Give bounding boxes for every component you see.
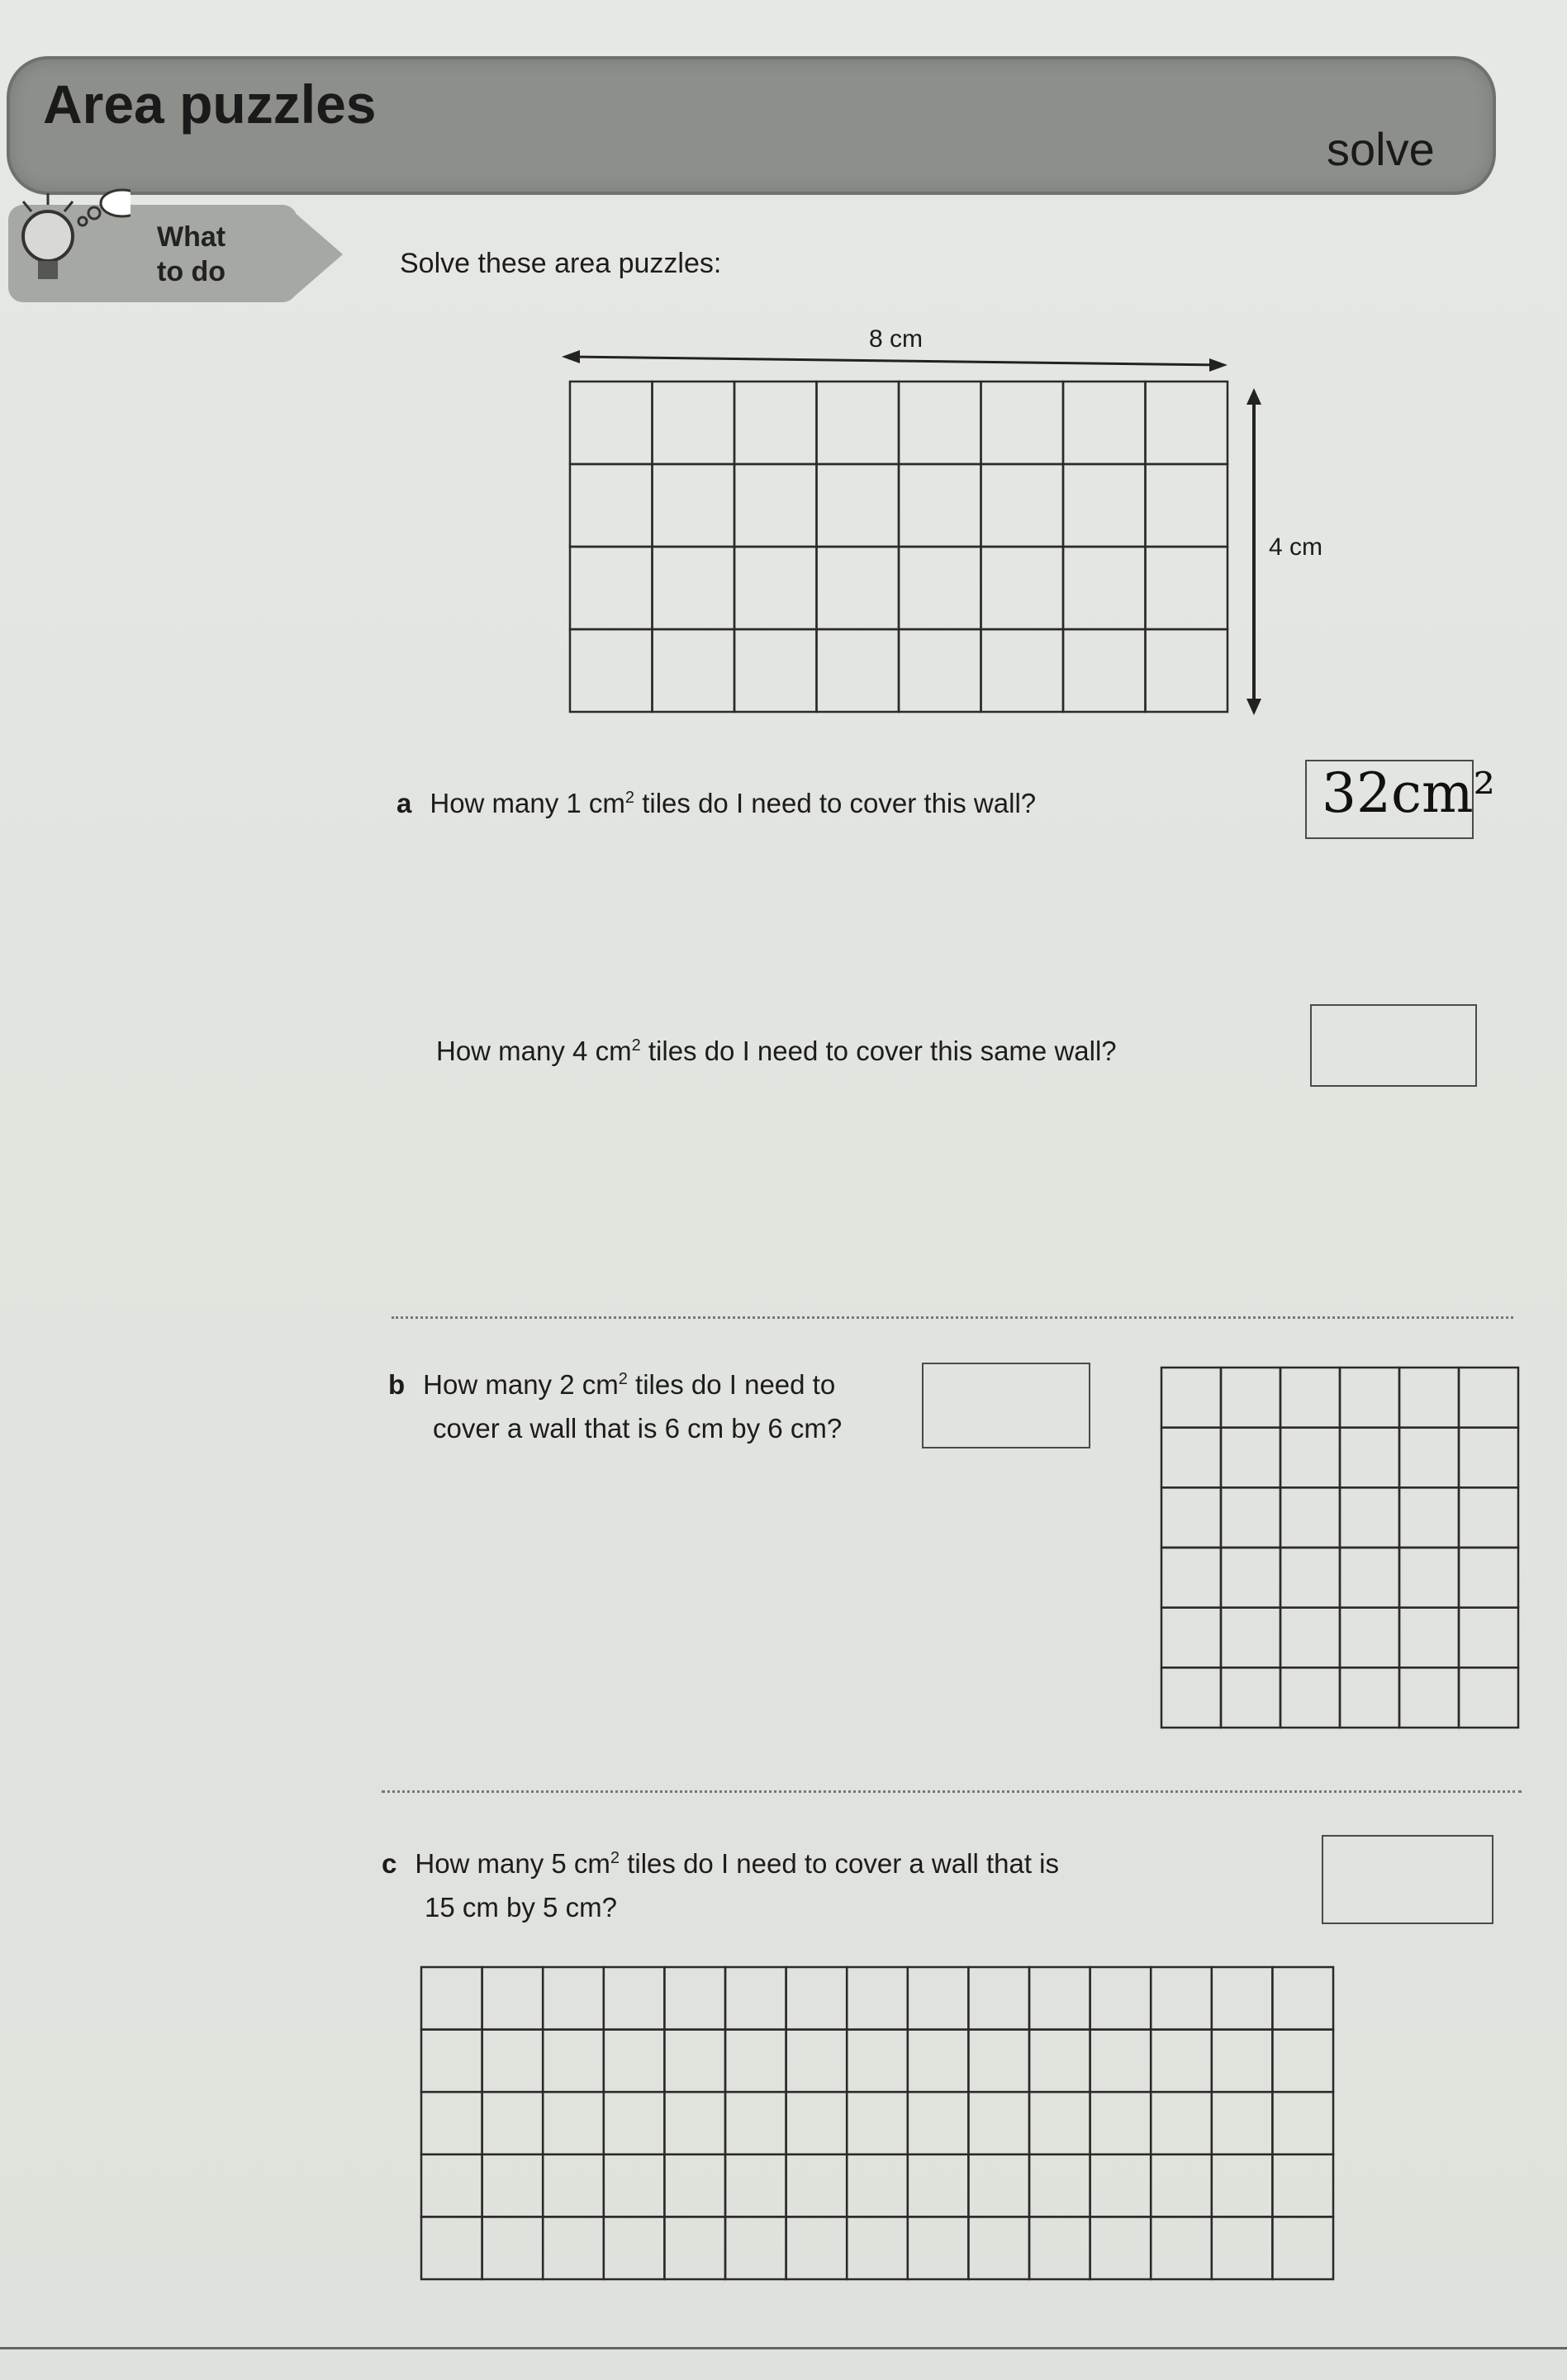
grid-tile	[653, 547, 735, 629]
height-label: 4 cm	[1269, 533, 1323, 561]
answer-box-a2[interactable]	[1310, 1004, 1477, 1087]
grid-tile	[604, 1967, 665, 2030]
instruction-text: Solve these area puzzles:	[400, 248, 722, 279]
grid-tile	[725, 2155, 786, 2217]
grid-tile	[1212, 2216, 1273, 2279]
grid-tile	[1090, 1967, 1152, 2030]
grid-tile	[1221, 1548, 1280, 1608]
grid-tile	[604, 2030, 665, 2093]
grid-tile	[786, 1967, 848, 2030]
grid-tile	[1399, 1368, 1459, 1428]
question-a-part1: a How many 1 $cm^2$ tiles do I need to cover this wall?	[396, 788, 1037, 818]
grid-tile	[1090, 2155, 1152, 2217]
grid-tile	[968, 2092, 1029, 2155]
grid-tile	[1090, 2092, 1152, 2155]
grid-tile	[1161, 1667, 1221, 1728]
grid-tile	[664, 2155, 725, 2217]
width-label: 8 cm	[869, 325, 924, 353]
question-letter: b	[388, 1369, 406, 1400]
question-a-part2: How many 4 $cm^2$ tiles do I need to cover this same wall?	[436, 1036, 1117, 1066]
grid-tile	[1272, 2092, 1333, 2155]
grid-tile	[1459, 1487, 1518, 1548]
question-c: c How many 5 $cm^2$ tiles do I need to cover a wall that is 15 cm by 5 cm?	[382, 1848, 1059, 1922]
grid-tile	[543, 2216, 604, 2279]
grid-tile	[847, 1967, 908, 2030]
grid-tile	[1340, 1487, 1399, 1548]
grid-tile	[1161, 1548, 1221, 1608]
grid-tile	[1459, 1368, 1518, 1428]
grid-tile	[570, 464, 653, 547]
grid-tile	[1146, 464, 1228, 547]
grid-tile	[1146, 629, 1228, 712]
grid-tile	[570, 547, 653, 629]
grid-tile	[604, 2092, 665, 2155]
grid-tile	[1029, 1967, 1090, 2030]
grid-tile	[1090, 2030, 1152, 2093]
grid-tile	[1146, 547, 1228, 629]
grid-tile	[604, 2155, 665, 2217]
grid-tile	[653, 464, 735, 547]
answer-box-b[interactable]	[922, 1363, 1090, 1448]
grid-tile	[543, 2030, 604, 2093]
grid-tile	[734, 629, 817, 712]
grid-tile	[482, 1967, 544, 2030]
grid-tile	[968, 2030, 1029, 2093]
grid-tile	[908, 2216, 969, 2279]
grid-tile	[570, 382, 653, 464]
grid-tile	[981, 629, 1064, 712]
grid-tile	[664, 2216, 725, 2279]
grid-tile	[653, 629, 735, 712]
grid-tile	[1280, 1548, 1340, 1608]
question-letter: a	[396, 788, 412, 818]
bottom-rule	[0, 2347, 1567, 2349]
grid-tile	[725, 1967, 786, 2030]
grid-tile	[1029, 2092, 1090, 2155]
grid-tile	[482, 2155, 544, 2217]
grid-tile	[1161, 1608, 1221, 1668]
grid-tile	[1340, 1368, 1399, 1428]
grid-tile	[543, 1967, 604, 2030]
lightbulb-icon	[7, 185, 131, 309]
grid-tile	[1340, 1548, 1399, 1608]
grid-tile	[1161, 1487, 1221, 1548]
grid-tile	[543, 2155, 604, 2217]
grid-tile	[981, 464, 1064, 547]
grid-tile	[981, 382, 1064, 464]
grid-tile	[1212, 2092, 1273, 2155]
grid-tile	[786, 2092, 848, 2155]
grid-tile	[968, 1967, 1029, 2030]
grid-tile	[847, 2092, 908, 2155]
divider	[392, 1316, 1513, 1319]
grid-tile	[1063, 464, 1146, 547]
grid-tile	[1063, 629, 1146, 712]
grid-tile	[482, 2092, 544, 2155]
grid-tile	[1399, 1487, 1459, 1548]
grid-tile	[1459, 1667, 1518, 1728]
grid-tile	[1161, 1368, 1221, 1428]
grid-tile	[421, 2216, 482, 2279]
grid-tile	[604, 2216, 665, 2279]
grid-tile	[1151, 2092, 1212, 2155]
grid-tile	[653, 382, 735, 464]
grid-tile	[734, 464, 817, 547]
grid-tile	[908, 2030, 969, 2093]
grid-tile	[1212, 2030, 1273, 2093]
grid-tile	[725, 2216, 786, 2279]
grid-tile	[1063, 382, 1146, 464]
grid-tile	[817, 629, 900, 712]
grid-tile	[899, 382, 981, 464]
grid-tile	[1272, 2216, 1333, 2279]
grid-tile	[908, 2155, 969, 2217]
grid-tile	[1221, 1487, 1280, 1548]
grid-tile	[1029, 2216, 1090, 2279]
grid-tile	[1029, 2030, 1090, 2093]
grid-tile	[421, 2155, 482, 2217]
grid-tile	[817, 464, 900, 547]
divider	[382, 1790, 1522, 1793]
question-b: b How many 2 $cm^2$ tiles do I need to cover a wall that is 6 cm by 6 cm?	[388, 1369, 843, 1444]
grid-tile	[1161, 1428, 1221, 1488]
grid-tile	[1459, 1548, 1518, 1608]
grid-tile	[1280, 1667, 1340, 1728]
grid-tile	[1221, 1368, 1280, 1428]
grid-tile	[1146, 382, 1228, 464]
grid-tile	[786, 2155, 848, 2217]
grid-tile	[817, 547, 900, 629]
solve-tag: solve	[1327, 123, 1435, 175]
grid-tile	[725, 2030, 786, 2093]
grid-tile	[1399, 1548, 1459, 1608]
wall-b-grid	[1160, 1366, 1520, 1729]
grid-tile	[1063, 547, 1146, 629]
grid-tile	[847, 2155, 908, 2217]
grid-tile	[1280, 1608, 1340, 1668]
grid-tile	[1399, 1667, 1459, 1728]
grid-tile	[421, 2030, 482, 2093]
grid-tile	[664, 2030, 725, 2093]
grid-tile	[570, 629, 653, 712]
grid-tile	[981, 547, 1064, 629]
grid-tile	[664, 2092, 725, 2155]
grid-tile	[482, 2030, 544, 2093]
what-to-do-label: What to do	[157, 221, 226, 287]
grid-tile	[734, 547, 817, 629]
grid-tile	[908, 2092, 969, 2155]
grid-tile	[421, 1967, 482, 2030]
grid-tile	[968, 2216, 1029, 2279]
grid-tile	[1340, 1428, 1399, 1488]
grid-tile	[664, 1967, 725, 2030]
grid-tile	[725, 2092, 786, 2155]
grid-tile	[1340, 1667, 1399, 1728]
grid-tile	[1090, 2216, 1152, 2279]
grid-tile	[899, 629, 981, 712]
grid-tile	[908, 1967, 969, 2030]
grid-tile	[543, 2092, 604, 2155]
grid-tile	[482, 2216, 544, 2279]
grid-tile	[1399, 1608, 1459, 1668]
grid-tile	[899, 464, 981, 547]
what-to-do-arrow	[293, 211, 343, 297]
page-title: Area puzzles	[43, 73, 377, 135]
grid-tile	[847, 2030, 908, 2093]
grid-tile	[734, 382, 817, 464]
grid-tile	[421, 2092, 482, 2155]
grid-tile	[1272, 2030, 1333, 2093]
grid-tile	[1272, 1967, 1333, 2030]
grid-tile	[786, 2030, 848, 2093]
grid-tile	[1459, 1608, 1518, 1668]
grid-tile	[1151, 2030, 1212, 2093]
wall-a-grid	[568, 380, 1229, 714]
grid-tile	[1399, 1428, 1459, 1488]
grid-tile	[1221, 1667, 1280, 1728]
grid-tile	[786, 2216, 848, 2279]
handwritten-answer-a1: 32cm²	[1322, 761, 1495, 825]
answer-box-c[interactable]	[1322, 1835, 1493, 1924]
grid-tile	[1280, 1368, 1340, 1428]
grid-tile	[1221, 1428, 1280, 1488]
grid-tile	[1029, 2155, 1090, 2217]
grid-tile	[1280, 1487, 1340, 1548]
grid-tile	[1340, 1608, 1399, 1668]
grid-tile	[817, 382, 900, 464]
grid-tile	[899, 547, 981, 629]
grid-tile	[1212, 2155, 1273, 2217]
grid-tile	[1272, 2155, 1333, 2217]
grid-tile	[1151, 2155, 1212, 2217]
grid-tile	[1151, 1967, 1212, 2030]
wall-c-grid	[420, 1965, 1335, 2281]
grid-tile	[1459, 1428, 1518, 1488]
grid-tile	[1221, 1608, 1280, 1668]
grid-tile	[1280, 1428, 1340, 1488]
grid-tile	[1212, 1967, 1273, 2030]
question-letter: c	[382, 1848, 397, 1879]
grid-tile	[968, 2155, 1029, 2217]
grid-tile	[847, 2216, 908, 2279]
grid-tile	[1151, 2216, 1212, 2279]
